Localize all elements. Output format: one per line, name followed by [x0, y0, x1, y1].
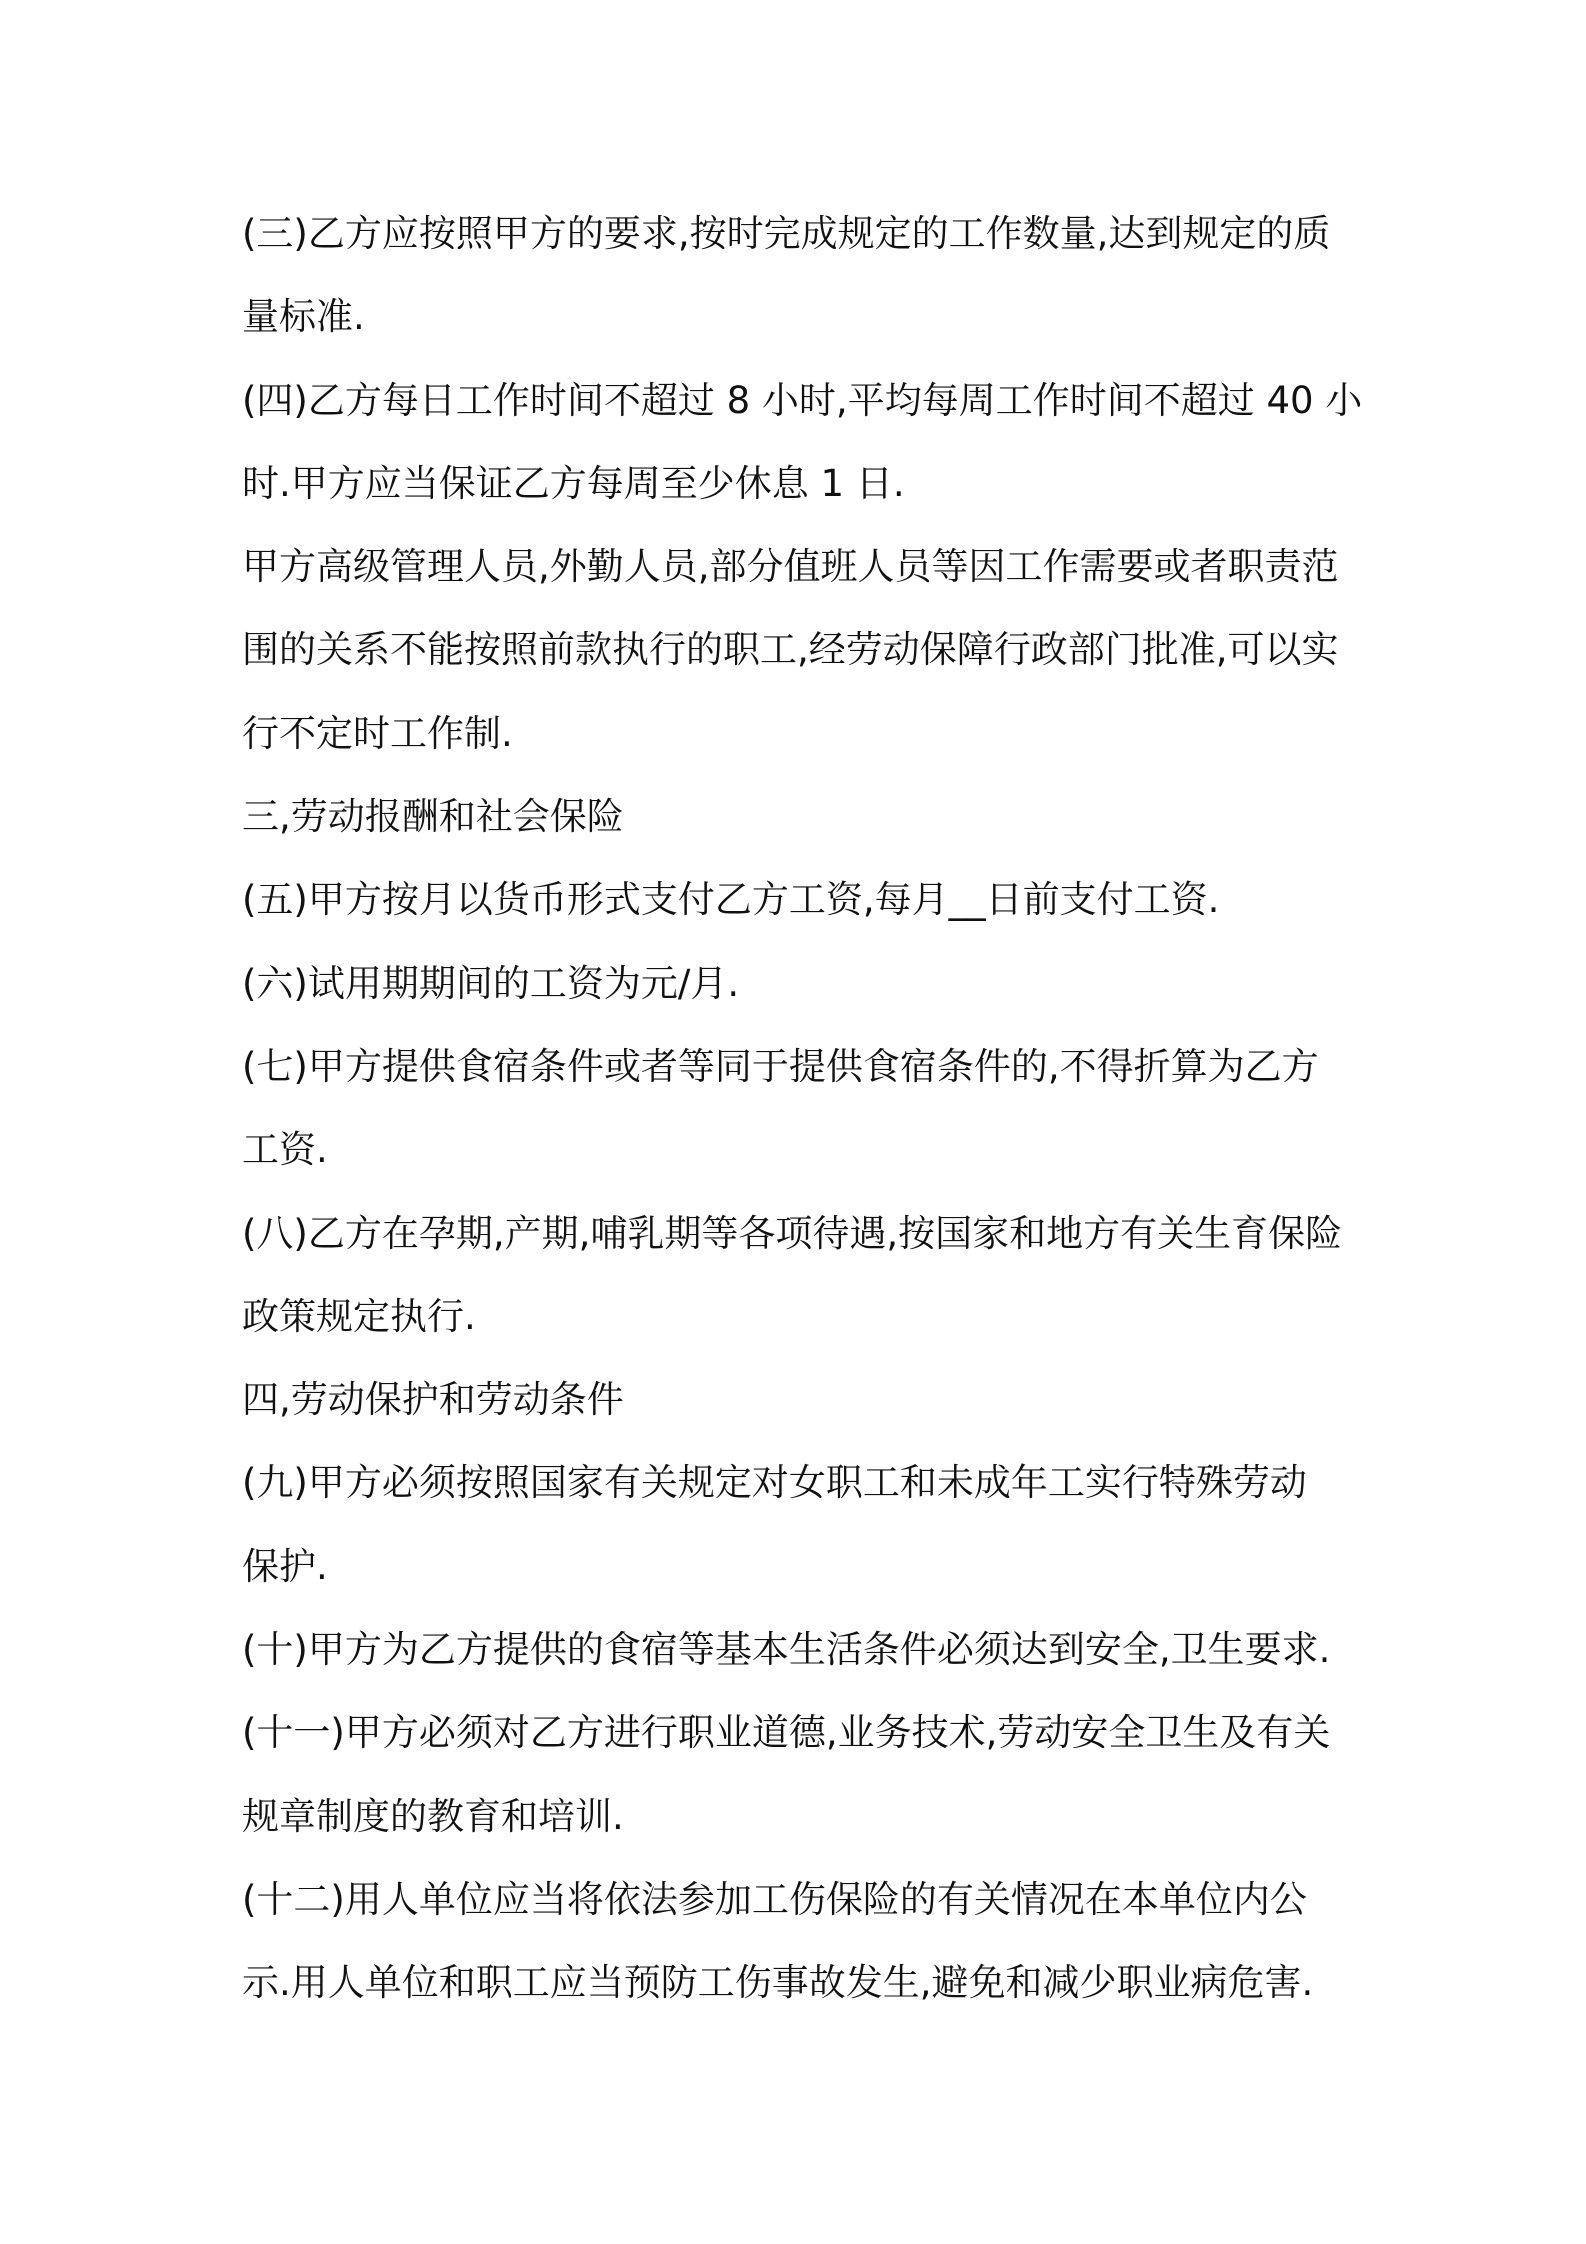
text-line: (五)甲方按月以货币形式支付乙方工资,每月__日前支付工资. [242, 878, 1220, 922]
text-line: (六)试用期期间的工资为元/月. [242, 961, 740, 1005]
text-line: 围的关系不能按照前款执行的职工,经劳动保障行政部门批准,可以实 [242, 628, 1339, 672]
text-line: 示.用人单位和职工应当预防工伤事故发生,避免和减少职业病危害. [242, 1961, 1314, 2005]
document-body [242, 192, 1362, 2025]
text-line: 政策规定执行. [242, 1294, 476, 1338]
section-heading: 三,劳动报酬和社会保险 [242, 795, 624, 839]
text-line: (十)甲方为乙方提供的食宿等基本生活条件必须达到安全,卫生要求. [242, 1628, 1331, 1672]
text-line: 量标准. [242, 295, 365, 339]
text-line: 甲方高级管理人员,外勤人员,部分值班人员等因工作需要或者职责范 [242, 545, 1339, 589]
text-line: (十二)用人单位应当将依法参加工伤保险的有关情况在本单位内公 [242, 1877, 1307, 1921]
text-line: 行不定时工作制. [242, 711, 513, 755]
text-line: 时.甲方应当保证乙方每周至少休息 1 日. [242, 461, 905, 505]
text-line: (七)甲方提供食宿条件或者等同于提供食宿条件的,不得折算为乙方 [242, 1044, 1319, 1088]
section-heading: 四,劳动保护和劳动条件 [242, 1378, 624, 1422]
text-line: (十一)甲方必须对乙方进行职业道德,业务技术,劳动安全卫生及有关 [242, 1711, 1331, 1755]
text-line: (八)乙方在孕期,产期,哺乳期等各项待遇,按国家和地方有关生育保险 [242, 1211, 1343, 1255]
text-line: 保护. [242, 1544, 328, 1588]
text-line: (九)甲方必须按照国家有关规定对女职工和未成年工实行特殊劳动 [242, 1461, 1307, 1505]
text-line: 规章制度的教育和培训. [242, 1794, 624, 1838]
text-line: (四)乙方每日工作时间不超过 8 小时,平均每周工作时间不超过 40 小 [242, 378, 1363, 422]
text-line: 工资. [242, 1128, 328, 1172]
text-line: (三)乙方应按照甲方的要求,按时完成规定的工作数量,达到规定的质 [242, 212, 1331, 255]
